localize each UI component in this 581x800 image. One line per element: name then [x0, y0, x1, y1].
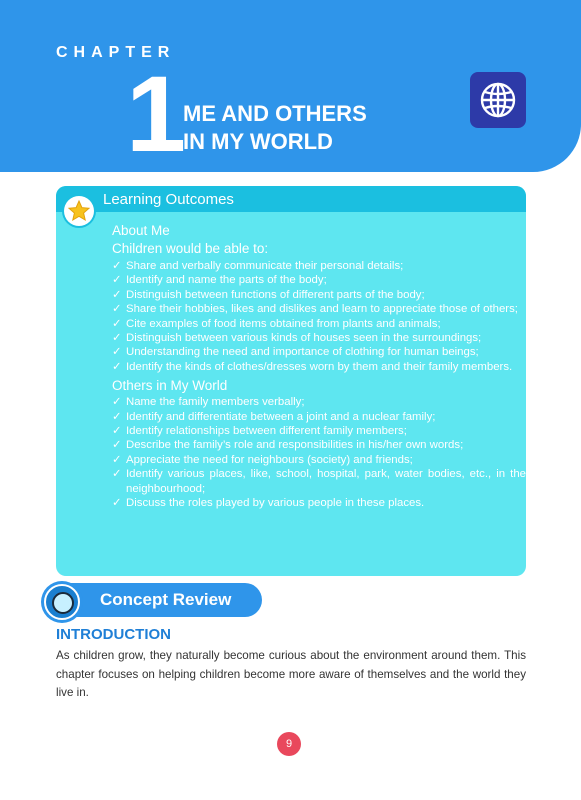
- check-icon: ✓: [112, 360, 122, 373]
- chapter-header: [0, 0, 581, 172]
- chapter-title-line2: IN MY WORLD: [183, 129, 333, 154]
- chapter-label: CHAPTER: [56, 44, 176, 61]
- check-icon: ✓: [112, 260, 122, 272]
- star-icon: [64, 196, 94, 226]
- magnifier-icon: [52, 592, 74, 614]
- check-icon: ✓: [112, 288, 122, 301]
- list-item: ✓ Distinguish between functions of different parts of the body;: [112, 288, 425, 301]
- list-item: ✓ Discuss the roles played by various people in these places.: [112, 497, 425, 510]
- list-item: ✓ Share their hobbies, likes and dislikes and learn to appreciate those of others;: [112, 303, 518, 316]
- globe-icon: [470, 72, 526, 128]
- check-icon: ✓: [112, 332, 122, 345]
- check-icon: ✓: [112, 410, 122, 423]
- list-item: ✓ Name the family members verbally;: [112, 396, 305, 409]
- list-item: ✓ Identify and name the parts of the body;: [112, 274, 327, 287]
- check-icon: ✓: [112, 439, 122, 452]
- chapter-title: [183, 100, 367, 156]
- check-icon: ✓: [112, 303, 122, 316]
- others-list: [112, 395, 526, 510]
- about-me-intro: Children would be able to:: [112, 241, 269, 256]
- about-me-heading: About Me: [112, 223, 170, 238]
- check-icon: ✓: [112, 317, 122, 330]
- chapter-title-line1: ME AND OTHERS: [183, 101, 367, 126]
- list-item: ✓ Describe the family’s role and responsibilities in his/her own words;: [112, 439, 464, 452]
- list-item: ✓ Identify various places, like, school, hospital, park, water bodies, etc., in the neighbourhood;: [112, 468, 526, 495]
- list-item: ✓ Identify the kinds of clothes/dresses worn by them and their family members.: [112, 360, 513, 373]
- check-icon: ✓: [112, 396, 122, 409]
- list-item: ✓ Appreciate the need for neighbours (society) and friends;: [112, 453, 413, 466]
- list-item: ✓ Understanding the need and importance of clothing for human beings;: [112, 346, 479, 359]
- learning-outcomes-content: [112, 222, 526, 511]
- learning-outcomes-tab: [56, 186, 526, 212]
- check-icon: ✓: [112, 425, 122, 438]
- introduction-text: As children grow, they naturally become curious about the environment around them. This chapter focuses on helping children become more aware of themselves and the world they live in.: [56, 649, 526, 699]
- list-item: ✓ Share and verbally communicate their personal details;: [112, 260, 404, 272]
- check-icon: ✓: [112, 346, 122, 359]
- check-icon: ✓: [112, 453, 122, 466]
- check-icon: ✓: [112, 274, 122, 287]
- page-number: 9: [277, 732, 301, 756]
- list-item: ✓ Distinguish between various kinds of houses seen in the surroundings;: [112, 332, 482, 345]
- check-icon: ✓: [112, 468, 122, 481]
- chapter-number: 1: [126, 53, 183, 174]
- check-icon: ✓: [112, 497, 122, 510]
- list-item: ✓ Identify and differentiate between a joint and a nuclear family;: [112, 410, 436, 423]
- list-item: ✓ Identify relationships between different family members;: [112, 425, 407, 438]
- others-heading: Others in My World: [112, 378, 228, 394]
- introduction-heading: INTRODUCTION: [56, 626, 171, 643]
- list-item: ✓ Cite examples of food items obtained from plants and animals;: [112, 317, 441, 330]
- learning-outcomes-title: Learning Outcomes: [103, 190, 234, 208]
- about-me-list: [112, 259, 526, 374]
- concept-review-label: Concept Review: [100, 590, 232, 609]
